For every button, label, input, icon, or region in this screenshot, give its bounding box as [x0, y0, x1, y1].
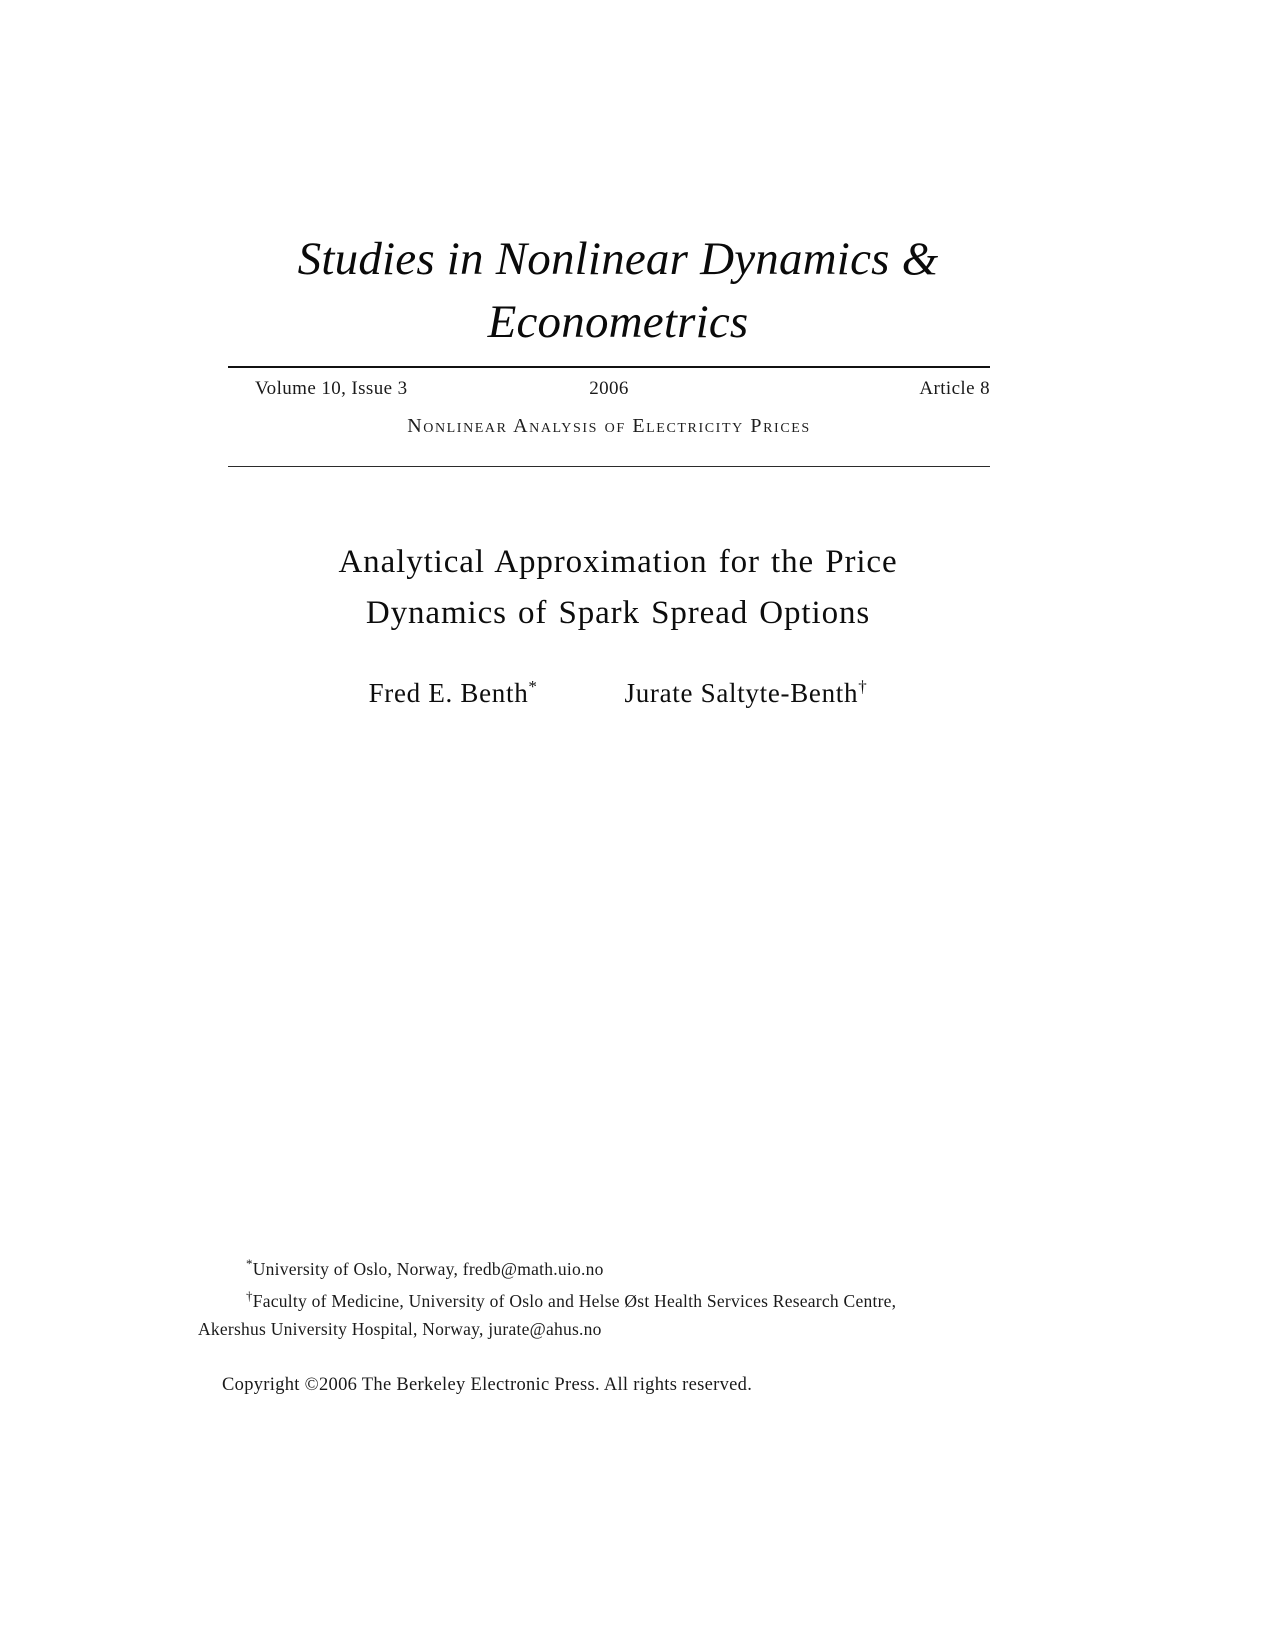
footnote-block [198, 1255, 1012, 1347]
article-title [228, 537, 1008, 639]
copyright-line: Copyright ©2006 The Berkeley Electronic Press. All rights reserved. [222, 1375, 753, 1395]
footnote-dagger-text: Faculty of Medicine, University of Oslo and Helse Øst Health Services Research Centre, [252, 1291, 897, 1311]
masthead-rule-top [228, 366, 990, 368]
author-second-marker: † [858, 677, 868, 696]
footnote-dagger-continuation: Akershus University Hospital, Norway, jurate@ahus.no [198, 1319, 602, 1339]
author-second-name: Jurate Saltyte-Benth [624, 678, 859, 708]
masthead [228, 378, 990, 404]
article-number-label: Article 8 [919, 378, 990, 399]
volume-issue-label: Volume 10, Issue 3 [255, 378, 408, 399]
footnote-star [222, 1255, 1012, 1283]
author-first-marker: * [528, 677, 538, 696]
section-title: Nonlinear Analysis of Electricity Prices [407, 415, 811, 437]
year-label: 2006 [589, 378, 629, 399]
footnote-dagger-marker: † [246, 1288, 253, 1304]
article-title-line-1: Analytical Approximation for the Price [338, 544, 898, 580]
footnote-star-text: University of Oslo, Norway, fredb@math.uio.no [252, 1259, 604, 1279]
journal-title [228, 228, 1008, 354]
journal-title-line-2: Econometrics [487, 296, 749, 348]
article-title-line-2: Dynamics of Spark Spread Options [365, 595, 871, 631]
journal-title-line-1: Studies in Nonlinear Dynamics & [297, 233, 939, 285]
footnote-star-marker: * [246, 1256, 253, 1272]
author-second [625, 678, 868, 708]
author-list [228, 678, 1008, 709]
author-first-name: Fred E. Benth [368, 678, 529, 708]
masthead-rule-bottom [228, 466, 990, 467]
author-first [369, 678, 538, 708]
footnote-dagger [198, 1287, 1012, 1343]
